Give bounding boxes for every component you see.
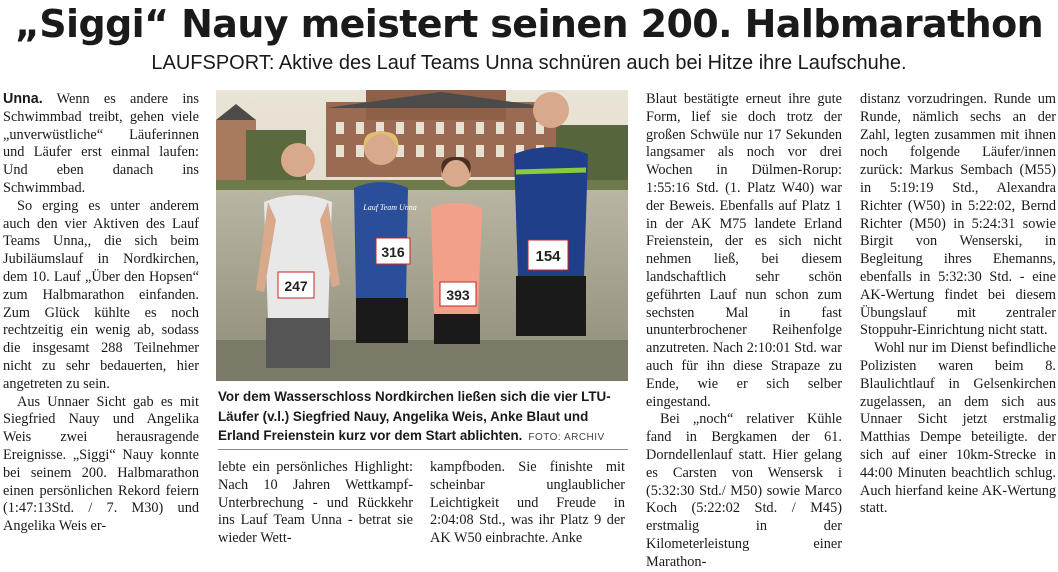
paragraph: kampfboden. Sie finishte mit scheinbar unglaublicher Leichtigkeit und Freude in 2:04:08 Std., was ihr Platz 9 der AK W50 einbrachte. Anke — [430, 459, 625, 547]
dateline: Unna. — [3, 91, 43, 107]
paragraph: So erging es unter anderem auch den vier Aktiven des Lauf Teams Unna,, die sich beim Jubiläumslauf in Nordkirchen, dem 10. Lauf „Über den Hopsen“ zum Halbmarathon einfanden. Zum Glück kühlte es noch rechtzeitig ein wenig ab, sodass die insgesamt 288 Teilnehmer nicht zu sehr bedauerten, hier angetreten zu sein. — [3, 197, 199, 392]
article-column-4 — [646, 91, 842, 572]
article-column-2 — [218, 459, 413, 548]
headline: „Siggi“ Nauy meistert seinen 200. Halbmarathon — [14, 2, 1044, 46]
photo-credit: FOTO: ARCHIV — [528, 432, 605, 443]
paragraph: Bei „noch“ relativer Kühle fand in Bergkamen der 61. Dorndellenlauf statt. Hier gelang es Carsten von Wensersk i (5:32:30 Std./ M50) sowie Marco Koch (5:22:02 Std. / M45) erstmalig in der Kilometerleistung einer Marathon- — [646, 411, 842, 570]
paragraph: Aus Unnaer Sicht gab es mit Siegfried Nauy und Angelika Weis zwei herausragende Ereignisse. „Siggi“ Nauy konnte bei seinem 200. Halbmarathon einen persönlichen Rekord feiern (1:47:13Std. / 7. M30) und Angelika Weis er- — [3, 393, 199, 535]
bib-number: 316 — [381, 244, 405, 260]
bib-number: 247 — [284, 278, 308, 294]
bib-number: 154 — [535, 248, 561, 265]
subheadline: LAUFSPORT: Aktive des Lauf Teams Unna schnüren auch bei Hitze ihre Laufschuhe. — [151, 52, 907, 74]
article-photo — [216, 90, 628, 381]
photo-caption — [218, 387, 628, 448]
runners-photo — [216, 90, 628, 381]
paragraph: Wohl nur im Dienst befindliche Polizisten waren beim 8. Blaulichtlauf in Gelsenkirchen zugelassen, an dem sich aus Unnaer Sicht jetzt erstmalig Matthias Dempe beteiligte. der sich auf einer 10km-Strecke in 44:00 Minuten beachtlich schlug. Auch hierfand keine AK-Wertung statt. — [860, 340, 1056, 517]
article-column-5 — [860, 91, 1056, 518]
paragraph-text: Wenn es andere ins Schwimmbad treibt, gehen viele „unverwüstliche“ Läuferinnen und Läufer erst einmal laufen: Und eben danach ins Schwimmbad. — [3, 91, 199, 196]
article-column-3 — [430, 459, 625, 548]
paragraph: distanz vorzudringen. Runde um Runde, nämlich sechs an der Zahl, legten zusammen mit ihnen noch folgende Läufer/innen zurück: Markus Sembach (M55) in 5:19:19 Std., Alexandra Richter (W50) in 5:22:02, Bernd Richter (M50) in 5:24:31 sowie Birgit von Wenserski, in Begleitung ihres Ehemanns, ebenfalls in 5:32:30 Std. - eine AK-Wertung findet bei diesem Übungslauf mit zentraler Stoppuhr-Einrichtung nicht statt. — [860, 91, 1056, 339]
jersey-text: Lauf Team Unna — [363, 203, 417, 212]
bib-number: 393 — [446, 287, 470, 303]
paragraph — [3, 91, 199, 198]
paragraph: lebte ein persönliches Highlight: Nach 10 Jahren Wettkampf-Unterbrechung - und Rückkehr ins Lauf Team Unna - betrat sie wieder Wett- — [218, 459, 413, 547]
article-column-1 — [3, 91, 199, 536]
caption-text: Vor dem Wasserschloss Nordkirchen ließen sich die vier LTU-Läufer (v.l.) Siegfried Nauy, Angelika Weis, Anke Blaut und Erland Freienstein kurz vor dem Start ablichten. — [218, 389, 611, 443]
paragraph: Blaut bestätigte erneut ihre gute Form, lief sie doch trotz der großen Schwüle nur 17 Sekunden langsamer als noch vor drei Wochen in Dülmen-Rorup: 1:55:16 Std. (1. Platz W40) war der Beweis. Ebenfalls auf Platz 1 in der AK M75 landete Erland Freienstein, der es sich nicht nehmen ließ, bei diesem landschaftlich sehr schön geführten Lauf nun schon zum sechsten Mal in fast ununterbrochener Reihenfolge anzutreten. Nach 2:10:01 Std. war auch für ihn diese Strapaze zu Ende, wie er sich selber eingestand. — [646, 91, 842, 410]
caption-divider — [218, 449, 628, 450]
